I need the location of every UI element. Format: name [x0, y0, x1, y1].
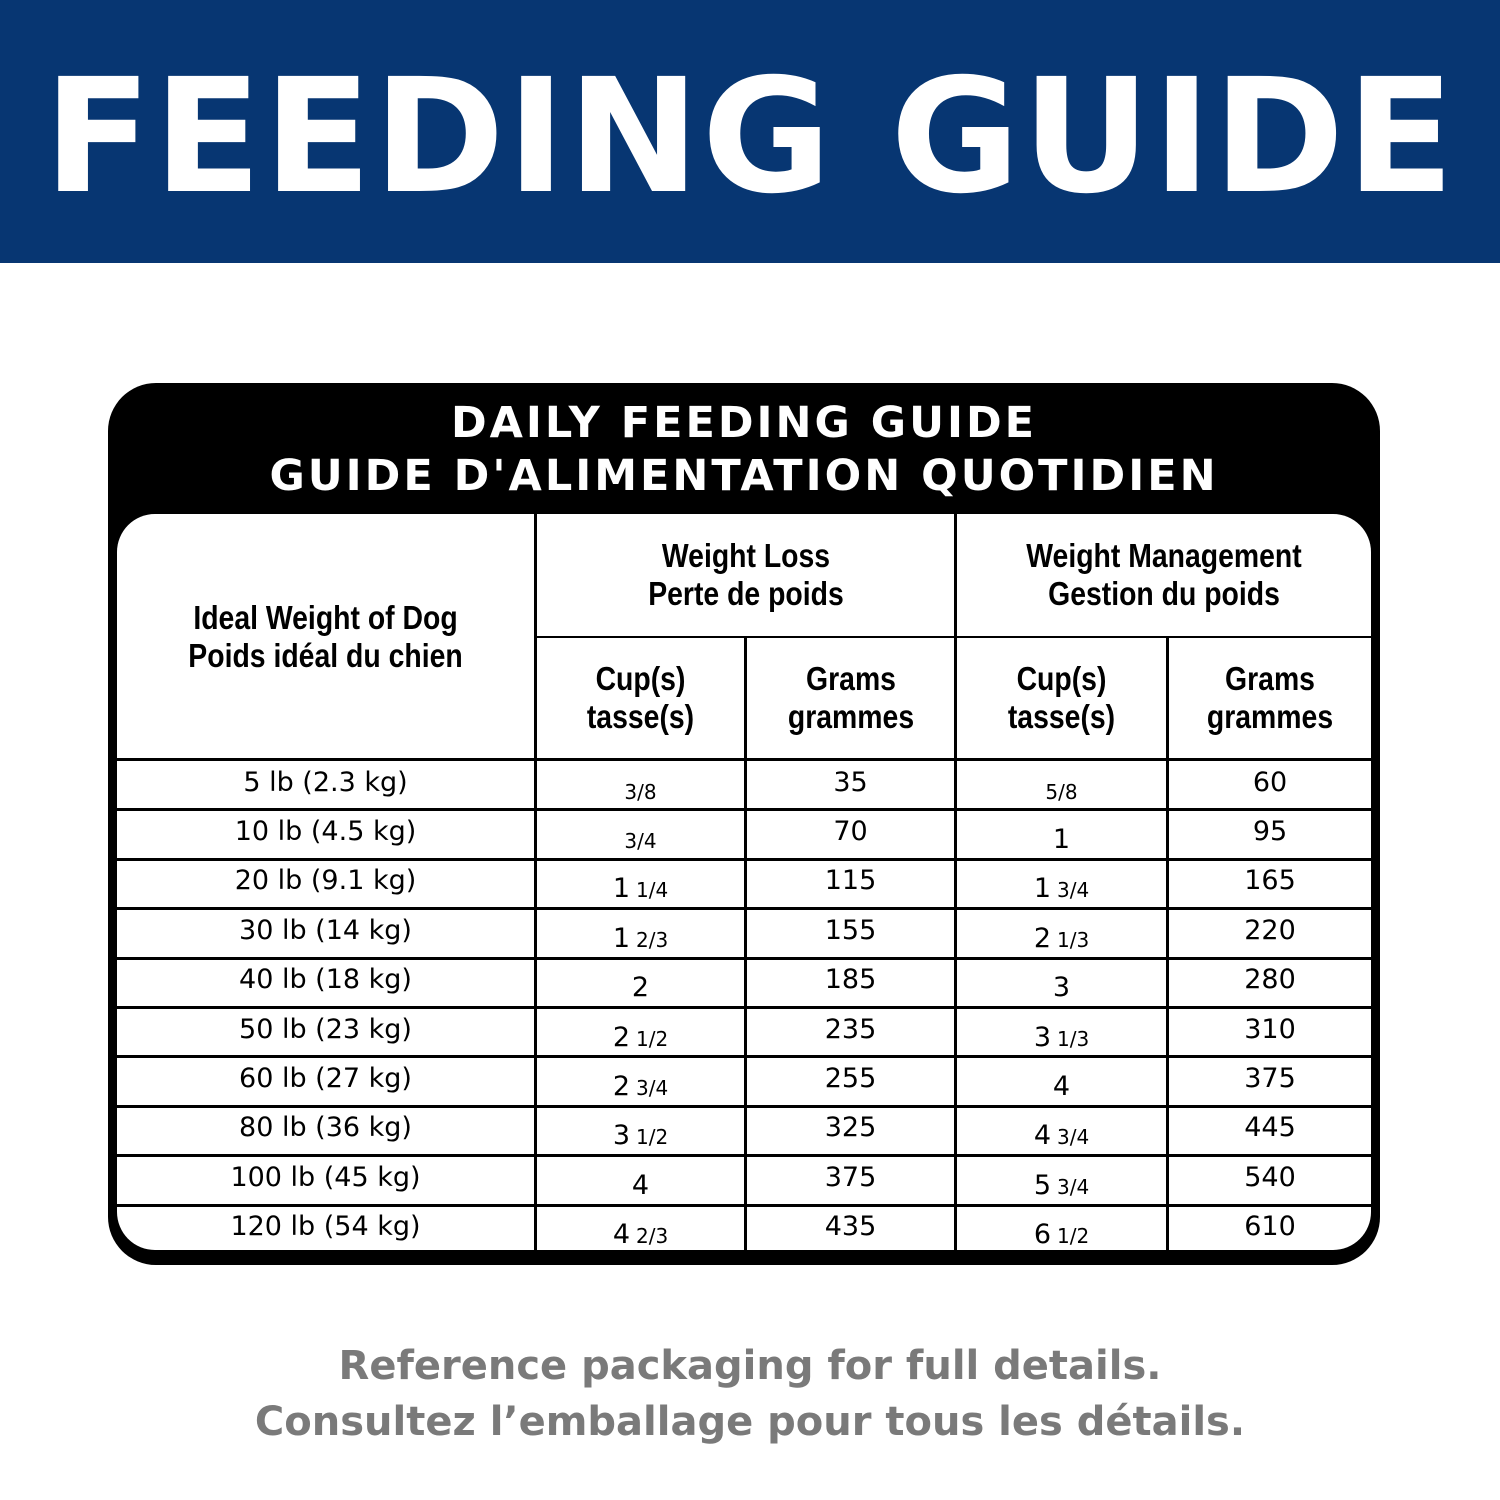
cups-fraction: 1/2: [636, 1125, 669, 1150]
loss-cups-cell: [537, 1058, 744, 1104]
weight-cell-value: 5 lb (2.3 kg): [243, 766, 408, 798]
cups-fraction: 3/8: [624, 779, 657, 804]
weight-cell: [117, 1157, 534, 1203]
mgmt-cups-header-en: Cup(s): [1016, 660, 1107, 697]
weight-loss-header-en: Weight Loss: [661, 537, 831, 574]
weight-cell-value: 100 lb (45 kg): [230, 1161, 421, 1193]
loss-grams-cell-value: 235: [824, 1013, 877, 1045]
loss-grams-cell-value: 35: [833, 766, 868, 798]
mgmt-grams-cell-value: 540: [1244, 1161, 1296, 1193]
mgmt-grams-cell-value: 280: [1244, 964, 1296, 996]
loss-cups-cell: [537, 762, 744, 808]
weight-column-header: [146, 514, 505, 759]
weight-management-header-fr: Gestion du poids: [1048, 575, 1280, 612]
card-title-fr: GUIDE D'ALIMENTATION QUOTIDIEN: [269, 451, 1219, 501]
loss-grams-cell: [747, 1157, 954, 1203]
cups-whole: 4: [612, 1219, 630, 1250]
cups-whole: 1: [1033, 873, 1051, 905]
row-divider: [117, 758, 1371, 761]
mgmt-cups-cell: [957, 1108, 1166, 1154]
mgmt-grams-cell-value: 95: [1252, 816, 1288, 848]
cups-fraction: 1/3: [1057, 1026, 1090, 1051]
weight-cell: [117, 910, 534, 956]
mgmt-grams-cell: [1169, 811, 1371, 857]
mgmt-cups-cell: [957, 1207, 1166, 1250]
mgmt-grams-cell: [1169, 1009, 1371, 1055]
cups-whole: 2: [612, 1071, 630, 1103]
loss-grams-cell: [747, 762, 954, 808]
mgmt-cups-cell: [957, 762, 1166, 808]
loss-grams-header-en: Grams: [806, 660, 896, 697]
loss-grams-cell-value: 155: [824, 914, 877, 946]
mgmt-grams-cell: [1169, 1108, 1371, 1154]
loss-grams-cell: [747, 811, 954, 857]
loss-cups-cell: [537, 1157, 744, 1203]
cups-whole: 2: [631, 972, 650, 1004]
mgmt-grams-header-fr: grammes: [1206, 698, 1334, 735]
feeding-table: [117, 514, 1371, 1250]
loss-grams-cell: [747, 910, 954, 956]
mgmt-grams-cell: [1169, 1157, 1371, 1203]
mgmt-grams-cell-value: 165: [1244, 865, 1296, 897]
mgmt-grams-cell-value: 445: [1244, 1112, 1296, 1144]
mgmt-cups-cell: [957, 910, 1166, 956]
loss-cups-cell: [537, 1009, 744, 1055]
weight-cell: [117, 861, 534, 907]
footer-note-en: Reference packaging for full details.: [338, 1343, 1162, 1389]
mgmt-grams-cell: [1169, 1207, 1371, 1250]
weight-cell: [117, 960, 534, 1006]
loss-grams-cell: [747, 1207, 954, 1250]
row-divider: [537, 636, 1371, 638]
feeding-guide-card: [108, 383, 1380, 1265]
weight-cell: [117, 1207, 534, 1250]
weight-loss-header-fr: Perte de poids: [648, 575, 844, 612]
loss-cups-header-fr: tasse(s): [586, 698, 695, 735]
cups-whole: 5: [1033, 1169, 1051, 1201]
loss-grams-cell-value: 185: [824, 964, 877, 996]
mgmt-grams-cell: [1169, 861, 1371, 907]
cups-whole: 3: [612, 1120, 630, 1152]
cups-whole: 1: [1052, 824, 1071, 856]
loss-grams-cell: [747, 861, 954, 907]
cups-fraction: 3/4: [1057, 1125, 1090, 1150]
weight-cell-value: 30 lb (14 kg): [239, 914, 412, 946]
weight-cell: [117, 1108, 534, 1154]
loss-grams-cell: [747, 1108, 954, 1154]
loss-grams-cell-value: 255: [824, 1063, 877, 1095]
loss-cups-cell: [537, 1207, 744, 1250]
weight-cell: [117, 1058, 534, 1104]
cups-whole: 1: [612, 922, 630, 954]
weight-management-header: [986, 514, 1342, 636]
weight-cell: [117, 811, 534, 857]
loss-cups-header-en: Cup(s): [595, 660, 686, 697]
weight-loss-header: [566, 514, 925, 636]
weight-cell: [117, 762, 534, 808]
weight-cell-value: 10 lb (4.5 kg): [234, 816, 417, 848]
mgmt-cups-header: [972, 638, 1152, 758]
loss-grams-cell: [747, 1009, 954, 1055]
loss-cups-cell: [537, 861, 744, 907]
loss-grams-cell-value: 435: [824, 1211, 877, 1243]
cups-whole: 2: [612, 1021, 630, 1053]
cups-fraction: 5/8: [1045, 779, 1078, 804]
mgmt-grams-header: [1183, 638, 1357, 758]
mgmt-cups-header-fr: tasse(s): [1007, 698, 1116, 735]
footer-note: [0, 1338, 1500, 1450]
mgmt-grams-cell: [1169, 960, 1371, 1006]
weight-cell-value: 120 lb (54 kg): [230, 1211, 421, 1243]
card-title: [108, 397, 1380, 503]
card-title-en: DAILY FEEDING GUIDE: [450, 398, 1038, 448]
mgmt-cups-cell: [957, 861, 1166, 907]
mgmt-cups-cell: [957, 1157, 1166, 1203]
loss-grams-cell-value: 115: [824, 865, 877, 897]
mgmt-cups-cell: [957, 960, 1166, 1006]
cups-whole: 4: [1052, 1071, 1071, 1103]
cups-fraction: 3/4: [624, 829, 657, 854]
cups-whole: 1: [612, 873, 630, 905]
page-title: FEEDING GUIDE: [43, 44, 1457, 229]
loss-grams-cell-value: 325: [824, 1112, 877, 1144]
loss-grams-header: [762, 638, 941, 758]
cups-fraction: 3/4: [636, 1076, 669, 1101]
loss-grams-header-fr: grammes: [787, 698, 915, 735]
cups-whole: 3: [1052, 972, 1071, 1004]
loss-cups-cell: [537, 1108, 744, 1154]
cups-fraction: 3/4: [1057, 1174, 1090, 1199]
loss-grams-cell: [747, 960, 954, 1006]
mgmt-cups-cell: [957, 811, 1166, 857]
weight-cell-value: 40 lb (18 kg): [239, 964, 412, 996]
weight-cell: [117, 1009, 534, 1055]
weight-header-en: Ideal Weight of Dog: [193, 598, 458, 636]
mgmt-grams-cell-value: 375: [1244, 1063, 1296, 1095]
cups-whole: 4: [631, 1169, 650, 1201]
cups-fraction: 1/2: [636, 1026, 669, 1051]
loss-grams-cell-value: 70: [833, 816, 868, 848]
cups-fraction: 3/4: [1057, 878, 1090, 903]
mgmt-grams-cell-value: 220: [1244, 914, 1296, 946]
loss-cups-cell: [537, 960, 744, 1006]
cups-fraction: 1/3: [1057, 927, 1090, 952]
mgmt-cups-cell: [957, 1009, 1166, 1055]
footer-note-fr: Consultez l’emballage pour tous les détails.: [254, 1399, 1246, 1445]
mgmt-grams-header-en: Grams: [1225, 660, 1315, 697]
cups-whole: 2: [1033, 922, 1051, 954]
cups-whole: 3: [1033, 1021, 1051, 1053]
loss-grams-cell: [747, 1058, 954, 1104]
cups-fraction: 2/3: [636, 1224, 669, 1249]
loss-cups-cell: [537, 811, 744, 857]
cups-fraction: 1/2: [1057, 1224, 1090, 1249]
header-banner: [0, 0, 1500, 263]
weight-cell-value: 20 lb (9.1 kg): [234, 865, 417, 897]
cups-whole: 6: [1033, 1219, 1051, 1250]
mgmt-cups-cell: [957, 1058, 1166, 1104]
mgmt-grams-cell-value: 310: [1244, 1013, 1296, 1045]
mgmt-grams-cell: [1169, 762, 1371, 808]
mgmt-grams-cell-value: 610: [1244, 1211, 1296, 1243]
loss-grams-cell-value: 375: [824, 1161, 877, 1193]
weight-cell-value: 50 lb (23 kg): [239, 1013, 412, 1045]
cups-fraction: 2/3: [636, 927, 669, 952]
mgmt-grams-cell: [1169, 910, 1371, 956]
weight-cell-value: 60 lb (27 kg): [239, 1063, 412, 1095]
mgmt-grams-cell-value: 60: [1252, 766, 1288, 798]
weight-header-fr: Poids idéal du chien: [188, 636, 463, 674]
cups-whole: 4: [1033, 1120, 1051, 1152]
cups-fraction: 1/4: [636, 878, 669, 903]
loss-cups-header: [551, 638, 729, 758]
weight-management-header-en: Weight Management: [1026, 537, 1302, 574]
loss-cups-cell: [537, 910, 744, 956]
weight-cell-value: 80 lb (36 kg): [239, 1112, 412, 1144]
mgmt-grams-cell: [1169, 1058, 1371, 1104]
